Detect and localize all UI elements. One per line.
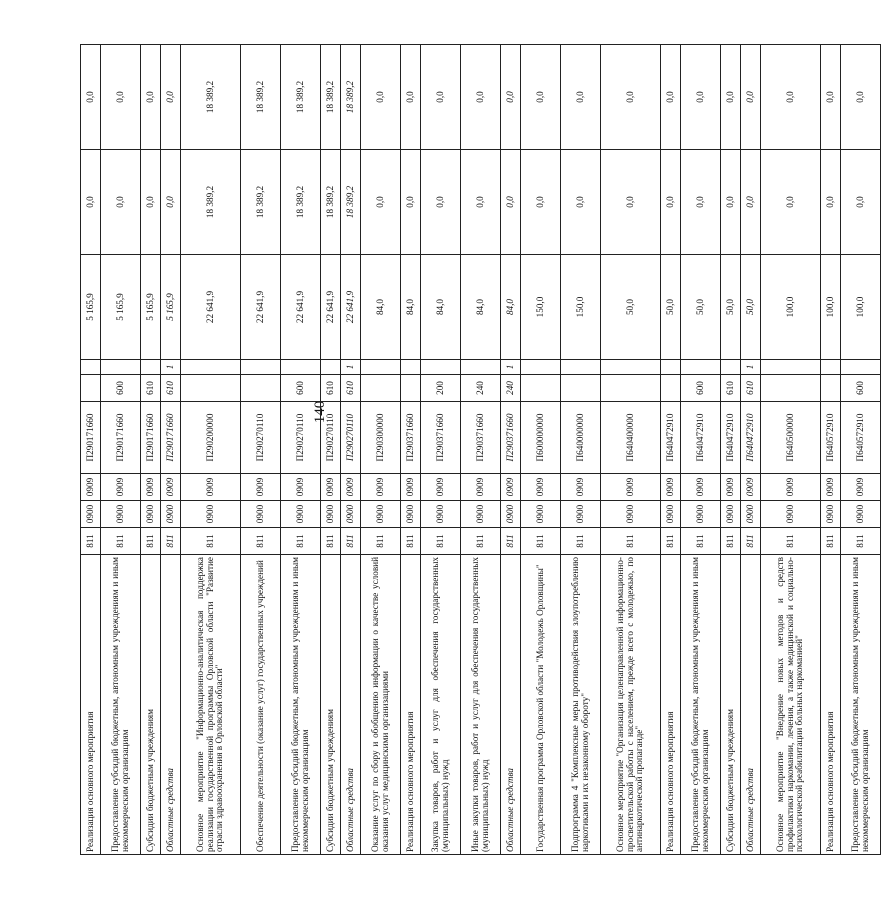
row-target-article: П640500000 <box>761 402 821 474</box>
table-row <box>601 45 661 855</box>
row-amount-1: 5 165,9 <box>161 255 181 360</box>
row-subsection-code: 0909 <box>761 474 821 501</box>
row-ministry-code: 811 <box>421 528 461 555</box>
row-target-article: П640472910 <box>721 402 741 474</box>
row-expense-type: 610 <box>721 375 741 402</box>
row-section-code: 0900 <box>601 501 661 528</box>
row-amount-2: 0,0 <box>361 150 401 255</box>
row-marker: 1 <box>741 360 761 375</box>
row-name: Предоставление субсидий бюджетным, автономным учреждениям и иным некоммерческим организациям <box>681 555 721 855</box>
table-row <box>401 45 421 855</box>
row-amount-1: 5 165,9 <box>81 255 101 360</box>
row-subsection-code: 0909 <box>661 474 681 501</box>
row-marker: 1 <box>341 360 361 375</box>
row-amount-3: 0,0 <box>401 45 421 150</box>
row-subsection-code: 0909 <box>101 474 141 501</box>
row-marker <box>361 360 401 375</box>
table-row <box>841 45 881 855</box>
row-name: Субсидии бюджетным учреждениям <box>321 555 341 855</box>
row-name: Подпрограмма 4 "Комплексные меры противодействия злоупотреблению наркотиками и их незаконному обороту" <box>561 555 601 855</box>
row-name: Основное мероприятие "Внедрение новых методов и средств профилактики наркомании, лечения, а также медицинской и социально-психологической реабилитации больных наркоманией" <box>761 555 821 855</box>
row-name: Областные средства <box>161 555 181 855</box>
table-row <box>181 45 241 855</box>
row-section-code: 0900 <box>81 501 101 528</box>
row-amount-1: 22 641,9 <box>341 255 361 360</box>
row-amount-1: 100,0 <box>821 255 841 360</box>
row-marker <box>821 360 841 375</box>
row-target-article: П290300000 <box>361 402 401 474</box>
row-marker: 1 <box>161 360 181 375</box>
row-name: Реализация основного мероприятия <box>661 555 681 855</box>
row-name: Иные закупки товаров, работ и услуг для обеспечения государственных (муниципальных) нужд <box>461 555 501 855</box>
row-amount-1: 100,0 <box>841 255 881 360</box>
row-marker <box>521 360 561 375</box>
row-ministry-code: 811 <box>721 528 741 555</box>
row-amount-3: 0,0 <box>141 45 161 150</box>
row-name: Субсидии бюджетным учреждениям <box>141 555 161 855</box>
row-ministry-code: 811 <box>741 528 761 555</box>
row-ministry-code: 811 <box>341 528 361 555</box>
row-amount-2: 18 389,2 <box>281 150 321 255</box>
row-amount-3: 0,0 <box>841 45 881 150</box>
row-target-article: П290171660 <box>101 402 141 474</box>
row-expense-type: 240 <box>501 375 521 402</box>
row-marker <box>101 360 141 375</box>
row-amount-2: 0,0 <box>81 150 101 255</box>
row-marker <box>241 360 281 375</box>
row-expense-type: 200 <box>421 375 461 402</box>
row-marker <box>661 360 681 375</box>
row-section-code: 0900 <box>181 501 241 528</box>
row-marker <box>181 360 241 375</box>
row-target-article: П600000000 <box>521 402 561 474</box>
table-row <box>81 45 101 855</box>
row-amount-3: 18 389,2 <box>341 45 361 150</box>
row-target-article: П640400000 <box>601 402 661 474</box>
row-amount-1: 84,0 <box>401 255 421 360</box>
row-amount-3: 18 389,2 <box>241 45 281 150</box>
row-subsection-code: 0909 <box>681 474 721 501</box>
row-target-article: П290270110 <box>281 402 321 474</box>
row-target-article: П290171660 <box>161 402 181 474</box>
row-amount-3: 0,0 <box>81 45 101 150</box>
row-amount-1: 22 641,9 <box>281 255 321 360</box>
row-amount-2: 0,0 <box>421 150 461 255</box>
row-amount-2: 0,0 <box>661 150 681 255</box>
row-section-code: 0900 <box>521 501 561 528</box>
row-marker <box>321 360 341 375</box>
row-amount-1: 50,0 <box>601 255 661 360</box>
row-name: Оказание услуг по сбору и обобщению информации о качестве условий оказания услуг медицинскими организациями <box>361 555 401 855</box>
row-expense-type <box>821 375 841 402</box>
row-name: Государственная программа Орловской области "Молодежь Орловщины" <box>521 555 561 855</box>
row-expense-type: 610 <box>141 375 161 402</box>
row-ministry-code: 811 <box>141 528 161 555</box>
row-target-article: П290171660 <box>81 402 101 474</box>
row-amount-1: 150,0 <box>561 255 601 360</box>
row-section-code: 0900 <box>341 501 361 528</box>
row-section-code: 0900 <box>661 501 681 528</box>
row-amount-2: 0,0 <box>401 150 421 255</box>
row-amount-3: 0,0 <box>601 45 661 150</box>
row-subsection-code: 0909 <box>321 474 341 501</box>
table-row <box>501 45 521 855</box>
row-amount-3: 0,0 <box>761 45 821 150</box>
table-row <box>141 45 161 855</box>
row-amount-2: 18 389,2 <box>321 150 341 255</box>
row-amount-2: 0,0 <box>841 150 881 255</box>
table-row <box>821 45 841 855</box>
row-name: Реализация основного мероприятия <box>401 555 421 855</box>
row-target-article: П290371660 <box>501 402 521 474</box>
row-subsection-code: 0909 <box>721 474 741 501</box>
table-row <box>421 45 461 855</box>
row-section-code: 0900 <box>281 501 321 528</box>
row-amount-2: 0,0 <box>141 150 161 255</box>
table-row <box>521 45 561 855</box>
row-name: Реализация основного мероприятия <box>81 555 101 855</box>
row-ministry-code: 811 <box>521 528 561 555</box>
row-section-code: 0900 <box>141 501 161 528</box>
row-amount-1: 84,0 <box>501 255 521 360</box>
row-subsection-code: 0909 <box>241 474 281 501</box>
row-amount-1: 50,0 <box>741 255 761 360</box>
row-section-code: 0900 <box>161 501 181 528</box>
row-section-code: 0900 <box>241 501 281 528</box>
row-marker <box>841 360 881 375</box>
row-amount-2: 0,0 <box>821 150 841 255</box>
row-amount-1: 50,0 <box>721 255 741 360</box>
row-expense-type: 610 <box>341 375 361 402</box>
row-target-article: П290200000 <box>181 402 241 474</box>
row-section-code: 0900 <box>101 501 141 528</box>
table-row <box>721 45 741 855</box>
row-amount-3: 0,0 <box>721 45 741 150</box>
row-name: Предоставление субсидий бюджетным, автономным учреждениям и иным некоммерческим организациям <box>841 555 881 855</box>
row-target-article: П640000000 <box>561 402 601 474</box>
row-amount-2: 0,0 <box>501 150 521 255</box>
row-amount-3: 0,0 <box>741 45 761 150</box>
table-row <box>161 45 181 855</box>
table-row <box>101 45 141 855</box>
row-target-article: П640472910 <box>741 402 761 474</box>
row-section-code: 0900 <box>761 501 821 528</box>
row-subsection-code: 0909 <box>501 474 521 501</box>
row-target-article: П290270110 <box>341 402 361 474</box>
row-target-article: П290371660 <box>401 402 421 474</box>
row-amount-2: 0,0 <box>101 150 141 255</box>
row-subsection-code: 0909 <box>521 474 561 501</box>
row-expense-type: 600 <box>681 375 721 402</box>
row-marker <box>421 360 461 375</box>
row-subsection-code: 0909 <box>821 474 841 501</box>
row-name: Обеспечение деятельности (оказание услуг) государственных учреждений <box>241 555 281 855</box>
row-expense-type <box>361 375 401 402</box>
row-target-article: П290371660 <box>421 402 461 474</box>
row-amount-1: 22 641,9 <box>241 255 281 360</box>
row-section-code: 0900 <box>721 501 741 528</box>
row-subsection-code: 0909 <box>81 474 101 501</box>
row-amount-1: 84,0 <box>461 255 501 360</box>
row-expense-type <box>241 375 281 402</box>
row-expense-type <box>561 375 601 402</box>
row-ministry-code: 811 <box>661 528 681 555</box>
table-row <box>321 45 341 855</box>
row-amount-1: 22 641,9 <box>181 255 241 360</box>
row-amount-3: 0,0 <box>421 45 461 150</box>
row-subsection-code: 0909 <box>461 474 501 501</box>
row-amount-1: 50,0 <box>681 255 721 360</box>
row-amount-1: 100,0 <box>761 255 821 360</box>
row-section-code: 0900 <box>741 501 761 528</box>
row-name: Субсидии бюджетным учреждениям <box>721 555 741 855</box>
row-amount-3: 0,0 <box>361 45 401 150</box>
row-expense-type: 600 <box>841 375 881 402</box>
row-subsection-code: 0909 <box>161 474 181 501</box>
row-expense-type <box>521 375 561 402</box>
row-marker <box>601 360 661 375</box>
row-amount-2: 0,0 <box>461 150 501 255</box>
row-name: Областные средства <box>341 555 361 855</box>
row-ministry-code: 811 <box>601 528 661 555</box>
row-amount-1: 22 641,9 <box>321 255 341 360</box>
row-section-code: 0900 <box>841 501 881 528</box>
row-section-code: 0900 <box>321 501 341 528</box>
row-expense-type <box>761 375 821 402</box>
row-expense-type <box>601 375 661 402</box>
row-target-article: П290371660 <box>461 402 501 474</box>
page-number: 140 <box>312 400 328 424</box>
row-amount-3: 0,0 <box>101 45 141 150</box>
row-name: Основное мероприятие "Организация целенаправленной информационно-просветительской работы с населением, прежде всего с молодежью, по антинаркотической пропаганде" <box>601 555 661 855</box>
row-subsection-code: 0909 <box>421 474 461 501</box>
table-row <box>761 45 821 855</box>
table-row <box>681 45 721 855</box>
row-amount-2: 0,0 <box>521 150 561 255</box>
row-subsection-code: 0909 <box>361 474 401 501</box>
row-amount-1: 5 165,9 <box>141 255 161 360</box>
table-row <box>661 45 681 855</box>
row-ministry-code: 811 <box>501 528 521 555</box>
row-subsection-code: 0909 <box>841 474 881 501</box>
row-target-article: П640472910 <box>681 402 721 474</box>
row-amount-2: 18 389,2 <box>241 150 281 255</box>
row-target-article: П290270110 <box>321 402 341 474</box>
row-amount-2: 18 389,2 <box>341 150 361 255</box>
row-ministry-code: 811 <box>761 528 821 555</box>
row-amount-1: 84,0 <box>361 255 401 360</box>
row-amount-3: 0,0 <box>821 45 841 150</box>
row-marker: 1 <box>501 360 521 375</box>
row-subsection-code: 0909 <box>141 474 161 501</box>
row-marker <box>141 360 161 375</box>
row-expense-type: 610 <box>741 375 761 402</box>
row-amount-1: 50,0 <box>661 255 681 360</box>
table-row <box>341 45 361 855</box>
row-ministry-code: 811 <box>401 528 421 555</box>
table-row <box>241 45 281 855</box>
row-amount-3: 18 389,2 <box>281 45 321 150</box>
row-ministry-code: 811 <box>841 528 881 555</box>
row-target-article: П290171660 <box>141 402 161 474</box>
row-marker <box>401 360 421 375</box>
row-ministry-code: 811 <box>681 528 721 555</box>
row-amount-3: 0,0 <box>681 45 721 150</box>
row-ministry-code: 811 <box>181 528 241 555</box>
row-ministry-code: 811 <box>321 528 341 555</box>
row-expense-type <box>81 375 101 402</box>
table-row <box>561 45 601 855</box>
row-amount-2: 18 389,2 <box>181 150 241 255</box>
row-marker <box>281 360 321 375</box>
row-expense-type <box>181 375 241 402</box>
table-row <box>361 45 401 855</box>
row-subsection-code: 0909 <box>181 474 241 501</box>
budget-table <box>80 44 881 855</box>
table-body <box>81 45 881 855</box>
row-marker <box>81 360 101 375</box>
row-marker <box>461 360 501 375</box>
row-ministry-code: 811 <box>101 528 141 555</box>
row-subsection-code: 0909 <box>601 474 661 501</box>
row-amount-1: 84,0 <box>421 255 461 360</box>
row-expense-type: 240 <box>461 375 501 402</box>
row-expense-type: 600 <box>101 375 141 402</box>
row-amount-3: 18 389,2 <box>181 45 241 150</box>
row-ministry-code: 811 <box>821 528 841 555</box>
row-ministry-code: 811 <box>461 528 501 555</box>
row-name: Основное мероприятие "Информационно-аналитическая поддержка реализации государственной программы Орловской области "Развитие отрасли здравоохранения в Орловской области" <box>181 555 241 855</box>
row-subsection-code: 0909 <box>281 474 321 501</box>
row-amount-2: 0,0 <box>721 150 741 255</box>
row-amount-2: 0,0 <box>681 150 721 255</box>
row-target-article: П290270110 <box>241 402 281 474</box>
row-name: Реализация основного мероприятия <box>821 555 841 855</box>
row-amount-2: 0,0 <box>601 150 661 255</box>
row-target-article: П640472910 <box>661 402 681 474</box>
table-row <box>281 45 321 855</box>
row-section-code: 0900 <box>501 501 521 528</box>
row-expense-type: 610 <box>161 375 181 402</box>
row-section-code: 0900 <box>681 501 721 528</box>
row-amount-2: 0,0 <box>561 150 601 255</box>
row-amount-3: 0,0 <box>161 45 181 150</box>
row-subsection-code: 0909 <box>741 474 761 501</box>
row-marker <box>721 360 741 375</box>
row-amount-1: 5 165,9 <box>101 255 141 360</box>
row-section-code: 0900 <box>421 501 461 528</box>
row-marker <box>561 360 601 375</box>
row-ministry-code: 811 <box>161 528 181 555</box>
row-section-code: 0900 <box>561 501 601 528</box>
row-amount-1: 150,0 <box>521 255 561 360</box>
row-target-article: П640572910 <box>821 402 841 474</box>
row-expense-type: 610 <box>321 375 341 402</box>
row-expense-type <box>661 375 681 402</box>
row-section-code: 0900 <box>461 501 501 528</box>
table-row <box>741 45 761 855</box>
row-ministry-code: 811 <box>81 528 101 555</box>
row-amount-3: 18 389,2 <box>321 45 341 150</box>
budget-table-container <box>80 45 870 855</box>
row-section-code: 0900 <box>401 501 421 528</box>
row-expense-type: 600 <box>281 375 321 402</box>
row-expense-type <box>401 375 421 402</box>
row-section-code: 0900 <box>821 501 841 528</box>
row-name: Предоставление субсидий бюджетным, автономным учреждениям и иным некоммерческим организациям <box>281 555 321 855</box>
row-ministry-code: 811 <box>241 528 281 555</box>
row-target-article: П640572910 <box>841 402 881 474</box>
row-subsection-code: 0909 <box>561 474 601 501</box>
row-subsection-code: 0909 <box>401 474 421 501</box>
row-marker <box>761 360 821 375</box>
row-subsection-code: 0909 <box>341 474 361 501</box>
row-amount-3: 0,0 <box>501 45 521 150</box>
row-amount-2: 0,0 <box>161 150 181 255</box>
row-ministry-code: 811 <box>561 528 601 555</box>
row-name: Областные средства <box>501 555 521 855</box>
row-ministry-code: 811 <box>361 528 401 555</box>
row-section-code: 0900 <box>361 501 401 528</box>
row-name: Закупка товаров, работ и услуг для обеспечения государственных (муниципальных) нужд <box>421 555 461 855</box>
row-amount-2: 0,0 <box>761 150 821 255</box>
table-row <box>461 45 501 855</box>
row-amount-3: 0,0 <box>661 45 681 150</box>
row-marker <box>681 360 721 375</box>
row-amount-3: 0,0 <box>521 45 561 150</box>
row-name: Предоставление субсидий бюджетным, автономным учреждениям и иным некоммерческим организациям <box>101 555 141 855</box>
row-ministry-code: 811 <box>281 528 321 555</box>
row-amount-3: 0,0 <box>461 45 501 150</box>
row-amount-3: 0,0 <box>561 45 601 150</box>
row-name: Областные средства <box>741 555 761 855</box>
row-amount-2: 0,0 <box>741 150 761 255</box>
